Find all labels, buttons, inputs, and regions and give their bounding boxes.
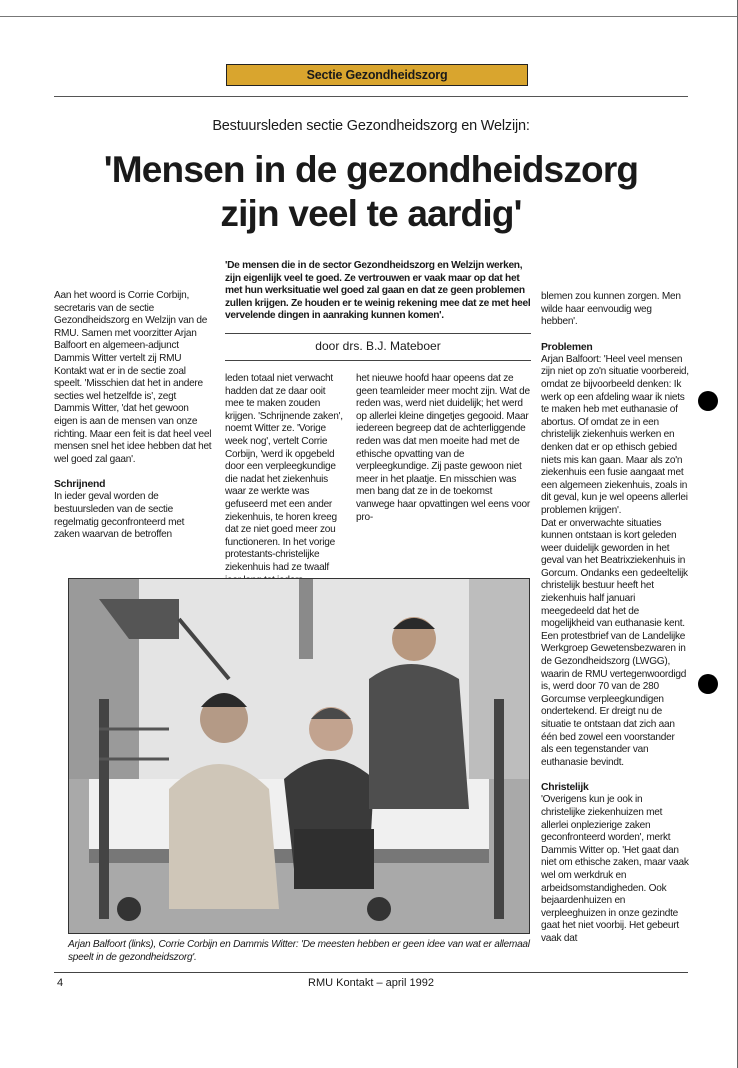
headline-line-2: zijn veel te aardig': [220, 193, 522, 234]
byline: door drs. B.J. Mateboer: [315, 339, 441, 353]
intro-paragraph: Aan het woord is Corrie Corbijn, secretaris van de sectie Gezondheidszorg en Welzijn van de RMU. Samen met voorzitter Arjan Balfoort en algemeen-adjunct Dammis Witter vertelt zij RMU Kontakt wat er in de sectie zoal speelt. 'Misschien dat het in andere secties wel hetzelfde is', zegt Dammis Witter, 'dat het gewoon eigen is aan de mensen van onze richting. Maar een feit is dat heel veel mensen snel het idee hebben dat het wel goed zal gaan'.: [54, 290, 212, 465]
header-rule: [54, 96, 688, 97]
right-column: [541, 291, 689, 946]
subheading-problemen: Problemen: [541, 341, 593, 353]
group-photo: [68, 578, 530, 934]
subheading-schrijnend: Schrijnend: [54, 479, 106, 491]
left-column: [54, 290, 212, 542]
right-intro-paragraph: blemen zou kunnen zorgen. Men wilde haar eenvoudig weg hebben'.: [541, 291, 681, 328]
page-number: 4: [57, 977, 64, 989]
binder-hole-bottom: [698, 674, 718, 694]
top-edge-rule: [0, 16, 738, 17]
center-column-1: [225, 373, 345, 612]
photo-illustration: [69, 579, 530, 934]
byline-rule-bottom: [225, 360, 531, 361]
schrijnend-paragraph: In ieder geval worden de bestuursleden van de sectie regelmatig geconfronteerd met zaken waarvan de betroffen: [54, 491, 185, 541]
headline-line-1: 'Mensen in de gezondheidszorg: [103, 149, 639, 190]
headline: [54, 148, 688, 236]
footer-rule: [54, 972, 688, 973]
christelijk-paragraph: 'Overigens kun je ook in christelijke ziekenhuizen met allerlei onplezierige zaken geconfronteerd worden', merkt Dammis Witter op. 'Het gaat dan niet om ethische zaken, maar vaak wel om werkdruk en arbeidsomstandigheden. Ook bejaardenhuizen en verpleeghuizen in onze gezindte gaat het niet voorbij. Het gebeurt vaak dat: [541, 794, 689, 944]
center-paragraph-2: het nieuwe hoofd haar opeens dat ze geen teamleider meer mocht zijn. Wat de reden was, werd niet duidelijk; het werd op allerlei kleine dingetjes gegooid. Maar iedereen begreep dat de achterliggende reden was dat men moeite had met de ethische opvatting van de verpleegkundige. Zij paste gewoon niet meer in het plaatje. En misschien was men bang dat ze in de toekomst vanwege haar opvattingen wel eens voor pro-: [356, 373, 530, 523]
byline-block: [225, 333, 531, 361]
section-banner: Sectie Gezondheidszorg: [226, 64, 528, 86]
kicker-line: Bestuursleden sectie Gezondheidszorg en Welzijn:: [212, 118, 530, 134]
lead-paragraph: 'De mensen die in de sector Gezondheidszorg en Welzijn werken, zijn eigenlijk veel te goed. Ze vertrouwen er vaak maar op dat het met hun werksituatie wel goed zal gaan en dat ze geen problemen zullen krijgen. Ze houden er te weinig rekening mee dat ze met heel vervelende dingen in aanraking kunnen komen'.: [225, 260, 531, 322]
subheading-christelijk: Christelijk: [541, 782, 589, 794]
center-column-2: [356, 373, 532, 524]
problemen-paragraph-2: Dat er onverwachte situaties kunnen ontstaan is kort geleden weer duidelijk geworden in het geval van het Beatrixziekenhuis in Gorcum. Ondanks een gedeeltelijk christelijk bestuur heeft het ziekenhuis half januari meegedeeld dat het de mogelijkheid van euthanasie kent. Een protestbrief van de Landelijke Werkgroep Gewetensbezwaren in de Gezondheidszorg (LWGG), waarin de RMU vertegenwoordigd is, werd door 70 van de 280 Gorcumse verpleegkundigen ondertekend. Er dreigt nu de situatie te ontstaan dat zich aan één bed zowel een voorstander als een tegenstander van euthanasie bevindt.: [541, 517, 688, 768]
problemen-paragraph-1: Arjan Balfoort: 'Heel veel mensen zijn niet op zo'n situatie voorbereid, omdat ze bijvoorbeeld denken: Ik werk op een afdeling waar ik niets te maken heb met euthanasie of abortus. Of omdat ze in een christelijk ziekenhuis werken en denken dat er op ethisch gebied niets mis kan gaan. Maar als zo'n ziekenhuis een fusie aangaat met een algemeen ziekenhuis, zoals in dit geval, kun je wel opeens allerlei problemen krijgen'.: [541, 353, 689, 516]
publication-line: RMU Kontakt – april 1992: [308, 977, 434, 989]
photo-caption: Arjan Balfoort (links), Corrie Corbijn en Dammis Witter: 'De meesten hebben er geen idee van wat er allemaal speelt in de gezondheidszorg'.: [68, 939, 530, 963]
center-paragraph-1: leden totaal niet verwacht hadden dat ze daar ooit mee te maken zouden krijgen. 'Schrijnende zaken', noemt Witter ze. 'Vorige week nog', vertelt Corrie Corbijn, 'werd ik opgebeld door een verpleegkundige die nadat het ziekenhuis waar ze werkte was gefuseerd met een ander ziekenhuis, te horen kreeg dat ze niet goed meer zou functioneren. In het vorige protestants-christelijke ziekenhuis had ze twaalf: [225, 373, 343, 573]
binder-hole-top: [698, 391, 718, 411]
